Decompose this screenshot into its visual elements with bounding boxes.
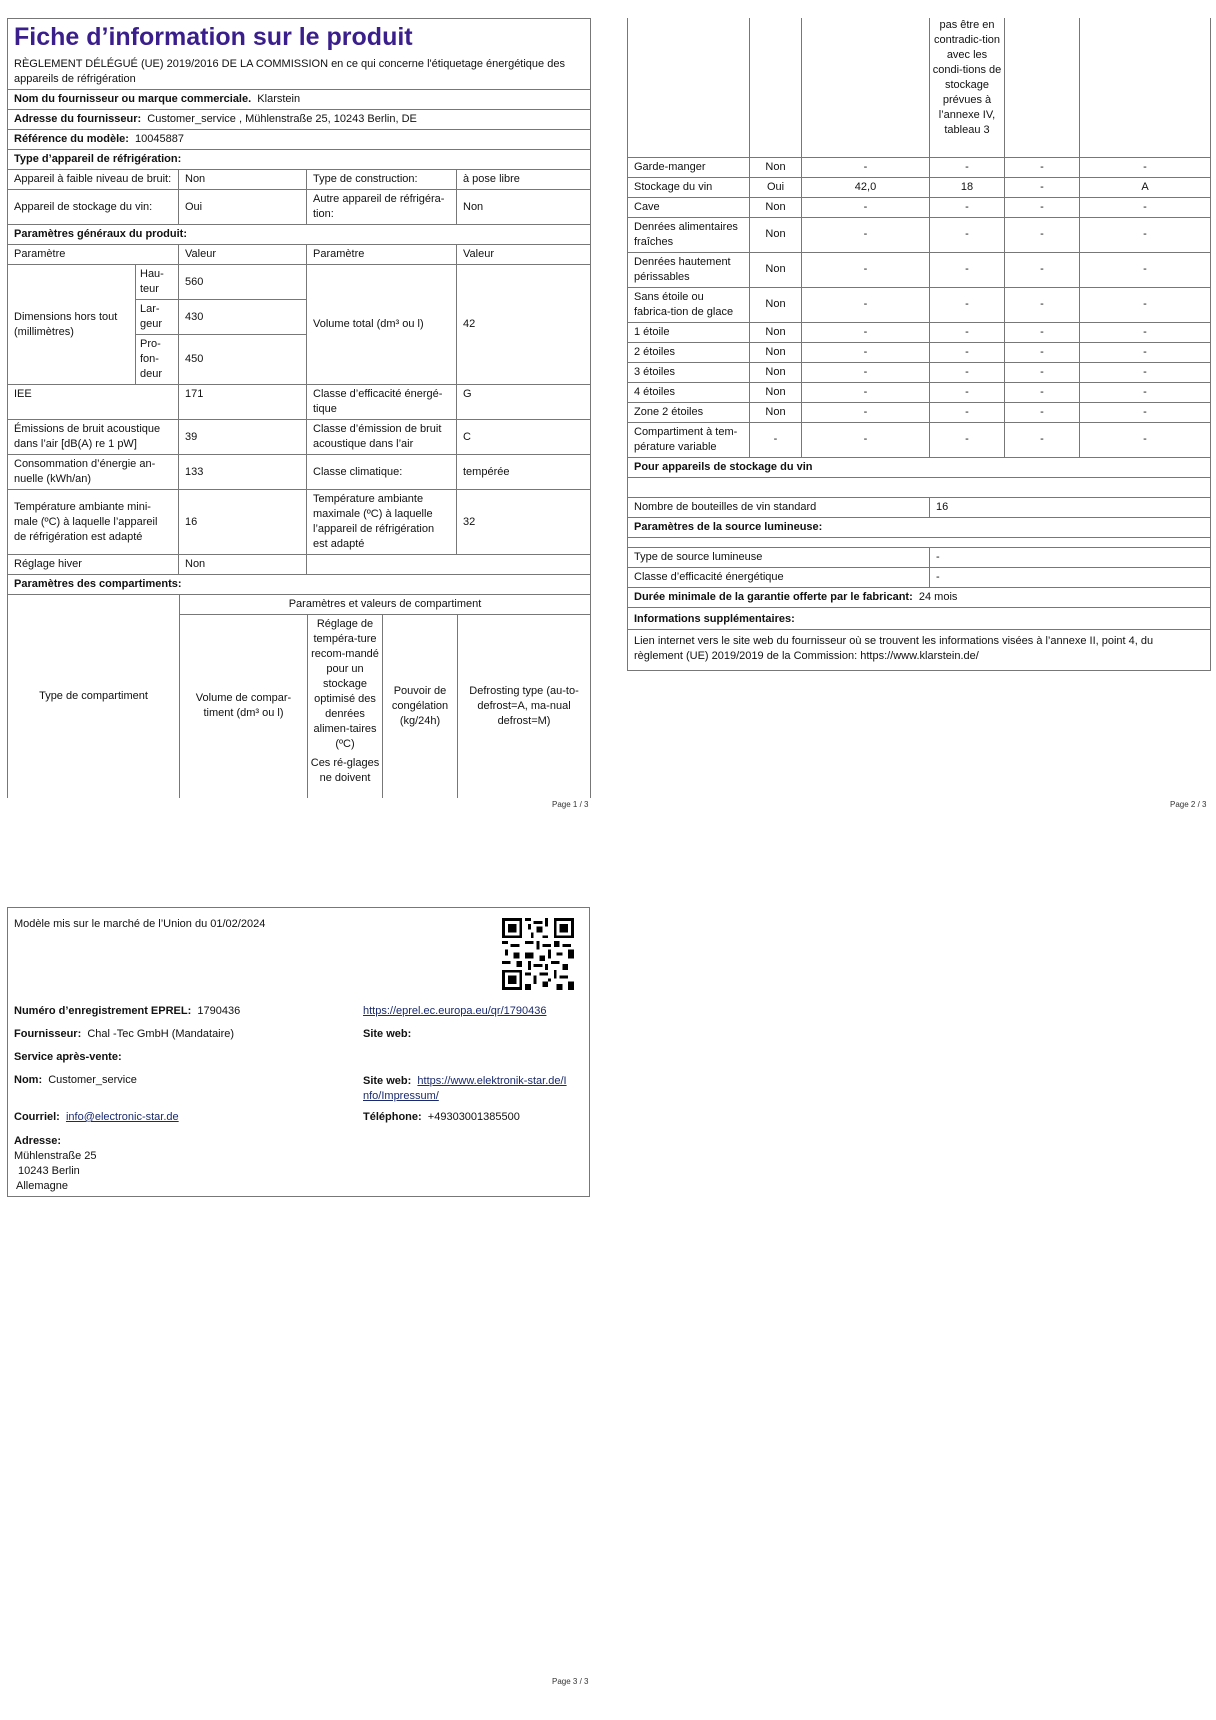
construction-value: à pose libre <box>457 170 591 190</box>
compartment-temp: - <box>930 217 1005 252</box>
winter-setting-label: Réglage hiver <box>8 555 179 575</box>
other-appliance-label: Autre appareil de réfrigéra-tion: <box>307 190 457 225</box>
product-info-table-page-1 <box>7 18 591 595</box>
bottles-value: 16 <box>930 497 1211 517</box>
market-date: Modèle mis sur le marché de l’Union du 01/02/2024 <box>14 918 266 930</box>
compartment-freeze: - <box>1005 382 1080 402</box>
comp-params-header: Paramètres et valeurs de compartiment <box>180 595 591 615</box>
compartment-volume: - <box>802 322 930 342</box>
page-number-3: Page 3 / 3 <box>552 1677 589 1686</box>
compartment-volume: - <box>802 342 930 362</box>
total-volume-label: Volume total (dm³ ou l) <box>307 265 457 385</box>
light-class-value: - <box>930 567 1211 587</box>
total-volume-value: 42 <box>457 265 591 385</box>
compartment-row <box>628 362 1211 382</box>
compartment-volume: - <box>802 382 930 402</box>
compartment-freeze: - <box>1005 422 1080 457</box>
compartment-name: Cave <box>628 197 750 217</box>
compartment-name: Zone 2 étoiles <box>628 402 750 422</box>
compartment-freeze: - <box>1005 197 1080 217</box>
warranty-label: Durée minimale de la garantie offerte par le fabricant: <box>634 590 913 603</box>
compartment-volume: - <box>802 197 930 217</box>
page-2 <box>627 18 1210 671</box>
col-header-value-2: Valeur <box>457 245 591 265</box>
width-value: 430 <box>179 300 307 335</box>
compartment-temp: - <box>930 322 1005 342</box>
energy-consumption-label: Consommation d’énergie an-nuelle (kWh/an) <box>8 455 179 490</box>
compartment-volume: - <box>802 402 930 422</box>
compartment-volume: - <box>802 422 930 457</box>
model-ref-label: Référence du modèle: <box>14 133 129 145</box>
compartment-volume: - <box>802 362 930 382</box>
compartment-defrost: - <box>1080 217 1211 252</box>
compartment-row <box>628 287 1211 322</box>
service-heading: Service après-vente: <box>14 1051 122 1063</box>
compartment-row <box>628 402 1211 422</box>
light-type-label: Type de source lumineuse <box>628 547 930 567</box>
dimensions-label: Dimensions hors tout (millimètres) <box>8 265 136 385</box>
compartment-defrost: - <box>1080 422 1211 457</box>
comp-temp-note-1: Ces ré-glages ne doivent <box>310 757 380 784</box>
compartment-defrost: - <box>1080 402 1211 422</box>
climate-class-label: Classe climatique: <box>307 455 457 490</box>
compartments-heading: Paramètres des compartiments: <box>8 575 591 595</box>
compartment-temp: - <box>930 197 1005 217</box>
phone-label: Téléphone: <box>363 1111 422 1123</box>
compartment-present: Non <box>750 252 802 287</box>
service-website-link-1[interactable]: https://www.elektronik-star.de/I <box>417 1075 567 1087</box>
width-label: Lar-geur <box>136 300 179 335</box>
compartment-defrost: - <box>1080 157 1211 177</box>
climate-class-value: tempérée <box>457 455 591 490</box>
compartment-name: 2 étoiles <box>628 342 750 362</box>
compartment-volume: - <box>802 252 930 287</box>
noise-value: 39 <box>179 420 307 455</box>
compartment-freeze: - <box>1005 157 1080 177</box>
compartment-name: 4 étoiles <box>628 382 750 402</box>
compartment-name: Garde-manger <box>628 157 750 177</box>
supplier-name-label: Nom du fournisseur ou marque commerciale. <box>14 93 252 105</box>
compartment-present: Non <box>750 362 802 382</box>
compartment-header-table <box>7 594 591 798</box>
compartment-freeze: - <box>1005 402 1080 422</box>
regulation-text: RÈGLEMENT DÉLÉGUÉ (UE) 2019/2016 DE LA COMMISSION en ce qui concerne l'étiquetage énergétique des appareils de réfrigération <box>8 55 591 90</box>
supplier-value: Chal -Tec GmbH (Mandataire) <box>87 1028 235 1040</box>
compartment-present: Non <box>750 217 802 252</box>
compartment-row <box>628 157 1211 177</box>
low-noise-label: Appareil à faible niveau de bruit: <box>8 170 179 190</box>
compartment-name: 3 étoiles <box>628 362 750 382</box>
compartment-row <box>628 197 1211 217</box>
tmin-value: 16 <box>179 490 307 555</box>
compartment-defrost: - <box>1080 287 1211 322</box>
compartment-name: Denrées alimentaires fraîches <box>628 217 750 252</box>
page-3 <box>7 907 590 1197</box>
page-number-2: Page 2 / 3 <box>1170 800 1207 809</box>
compartment-temp: - <box>930 287 1005 322</box>
compartment-defrost: A <box>1080 177 1211 197</box>
compartment-row <box>628 382 1211 402</box>
compartment-freeze: - <box>1005 287 1080 322</box>
tmin-label: Température ambiante mini-male (ºC) à laquelle l’appareil de réfrigération est adapté <box>8 490 179 555</box>
iee-label: IEE <box>8 385 179 420</box>
compartment-present: Non <box>750 322 802 342</box>
compartment-row <box>628 422 1211 457</box>
appliance-type-heading: Type d’appareil de réfrigération: <box>8 150 591 170</box>
wine-heading: Pour appareils de stockage du vin <box>628 457 1211 477</box>
energy-consumption-value: 133 <box>179 455 307 490</box>
noise-label: Émissions de bruit acoustique dans l’air [dB(A) re 1 pW] <box>8 420 179 455</box>
compartment-present: Non <box>750 197 802 217</box>
address-label: Adresse: <box>14 1135 62 1147</box>
tmax-value: 32 <box>457 490 591 555</box>
compartment-row <box>628 177 1211 197</box>
noise-class-value: C <box>457 420 591 455</box>
service-name: Customer_service <box>48 1074 137 1086</box>
supplier-name: Klarstein <box>257 93 301 105</box>
eprel-label: Numéro d’enregistrement EPREL: <box>14 1005 192 1017</box>
compartment-temp: - <box>930 157 1005 177</box>
compartment-temp: 18 <box>930 177 1005 197</box>
compartment-present: Oui <box>750 177 802 197</box>
email-label: Courriel: <box>14 1111 60 1123</box>
supplier-address: Customer_service , Mühlenstraße 25, 10243 Berlin, DE <box>147 113 417 125</box>
compartment-name: 1 étoile <box>628 322 750 342</box>
phone-value: +49303001385500 <box>427 1111 520 1123</box>
compartment-freeze: - <box>1005 362 1080 382</box>
height-label: Hau-teur <box>136 265 179 300</box>
compartment-defrost: - <box>1080 382 1211 402</box>
page-1 <box>7 18 590 798</box>
col-header-param: Paramètre <box>8 245 179 265</box>
eprel-link[interactable]: https://eprel.ec.europa.eu/qr/1790436 <box>363 1005 547 1017</box>
bottles-label: Nombre de bouteilles de vin standard <box>628 497 930 517</box>
energy-class-label: Classe d’efficacité énergé-tique <box>307 385 457 420</box>
iee-value: 171 <box>179 385 307 420</box>
compartment-freeze: - <box>1005 342 1080 362</box>
comp-type-header: Type de compartiment <box>8 595 180 798</box>
compartment-defrost: - <box>1080 342 1211 362</box>
compartment-present: Non <box>750 157 802 177</box>
compartment-volume: - <box>802 157 930 177</box>
wine-appliance-value: Oui <box>179 190 307 225</box>
wine-appliance-label: Appareil de stockage du vin: <box>8 190 179 225</box>
page-title: Fiche d’information sur le produit <box>14 23 413 51</box>
height-value: 560 <box>179 265 307 300</box>
extra-info-heading: Informations supplémentaires: <box>628 607 1211 629</box>
compartment-defrost: - <box>1080 252 1211 287</box>
compartment-table-page-2 <box>627 18 1211 671</box>
compartment-volume: 42,0 <box>802 177 930 197</box>
compartment-row <box>628 252 1211 287</box>
compartment-freeze: - <box>1005 252 1080 287</box>
compartment-temp: - <box>930 362 1005 382</box>
compartment-volume: - <box>802 217 930 252</box>
light-type-value: - <box>930 547 1211 567</box>
compartment-freeze: - <box>1005 177 1080 197</box>
website-label: Site web: <box>363 1028 412 1040</box>
service-website-label: Site web: <box>363 1075 412 1087</box>
compartment-present: Non <box>750 402 802 422</box>
compartment-name: Stockage du vin <box>628 177 750 197</box>
other-appliance-value: Non <box>457 190 591 225</box>
comp-temp-note-2: pas être en contradic-tion avec les condi-tions de stockage prévues à l’annexe IV, tableau 3 <box>930 18 1005 157</box>
depth-value: 450 <box>179 335 307 385</box>
col-header-param-2: Paramètre <box>307 245 457 265</box>
energy-class-value: G <box>457 385 591 420</box>
model-ref: 10045887 <box>135 133 184 145</box>
compartment-rows <box>628 157 1211 457</box>
compartment-freeze: - <box>1005 217 1080 252</box>
light-heading: Paramètres de la source lumineuse: <box>628 517 1211 537</box>
tmax-label: Température ambiante maximale (ºC) à laquelle l’appareil de réfrigération est adapté <box>307 490 457 555</box>
comp-freeze-header: Pouvoir de congélation (kg/24h) <box>383 615 458 798</box>
compartment-present: - <box>750 422 802 457</box>
supplier-label: Fournisseur: <box>14 1028 82 1040</box>
comp-defrost-header: Defrosting type (au-to-defrost=A, ma-nual defrost=M) <box>458 615 591 798</box>
compartment-name: Compartiment à tem-pérature variable <box>628 422 750 457</box>
noise-class-label: Classe d’émission de bruit acoustique dans l’air <box>307 420 457 455</box>
compartment-temp: - <box>930 422 1005 457</box>
service-name-label: Nom: <box>14 1074 43 1086</box>
compartment-name: Denrées hautement périssables <box>628 252 750 287</box>
col-header-value: Valeur <box>179 245 307 265</box>
depth-label: Pro-fon-deur <box>136 335 179 385</box>
low-noise-value: Non <box>179 170 307 190</box>
compartment-row <box>628 322 1211 342</box>
comp-volume-header: Volume de compar-timent (dm³ ou l) <box>180 615 308 798</box>
page-number-1: Page 1 / 3 <box>552 800 589 809</box>
address-line-3: Allemagne <box>16 1180 68 1192</box>
supplier-address-label: Adresse du fournisseur: <box>14 113 142 125</box>
compartment-freeze: - <box>1005 322 1080 342</box>
email-link[interactable]: info@electronic-star.de <box>65 1111 179 1123</box>
service-website-link-2[interactable]: nfo/Impressum/ <box>363 1090 439 1102</box>
winter-setting-value: Non <box>179 555 307 575</box>
compartment-present: Non <box>750 342 802 362</box>
construction-label: Type de construction: <box>307 170 457 190</box>
compartment-temp: - <box>930 382 1005 402</box>
address-line-1: Mühlenstraße 25 <box>14 1150 97 1162</box>
compartment-name: Sans étoile ou fabrica-tion de glace <box>628 287 750 322</box>
address-line-2: 10243 Berlin <box>18 1165 80 1177</box>
compartment-volume: - <box>802 287 930 322</box>
compartment-defrost: - <box>1080 197 1211 217</box>
compartment-temp: - <box>930 342 1005 362</box>
compartment-defrost: - <box>1080 322 1211 342</box>
comp-temp-header: Réglage de tempéra-ture recom-mandé pour un stockage optimisé des denrées alimen-taires (ºC) <box>311 618 379 750</box>
compartment-defrost: - <box>1080 362 1211 382</box>
light-class-label: Classe d’efficacité énergétique <box>628 567 930 587</box>
compartment-temp: - <box>930 252 1005 287</box>
qr-code-icon <box>502 918 574 990</box>
compartment-row <box>628 217 1211 252</box>
general-params-heading: Paramètres généraux du produit: <box>8 225 591 245</box>
compartment-present: Non <box>750 382 802 402</box>
compartment-present: Non <box>750 287 802 322</box>
compartment-temp: - <box>930 402 1005 422</box>
extra-info-text: Lien internet vers le site web du fournisseur où se trouvent les informations visées à l’annexe II, point 4, du règlement (UE) 2019/2019 de la Commission: https://www.klarstein.de/ <box>628 629 1211 670</box>
compartment-row <box>628 342 1211 362</box>
eprel-number: 1790436 <box>197 1005 241 1017</box>
warranty-value: 24 mois <box>918 590 958 603</box>
